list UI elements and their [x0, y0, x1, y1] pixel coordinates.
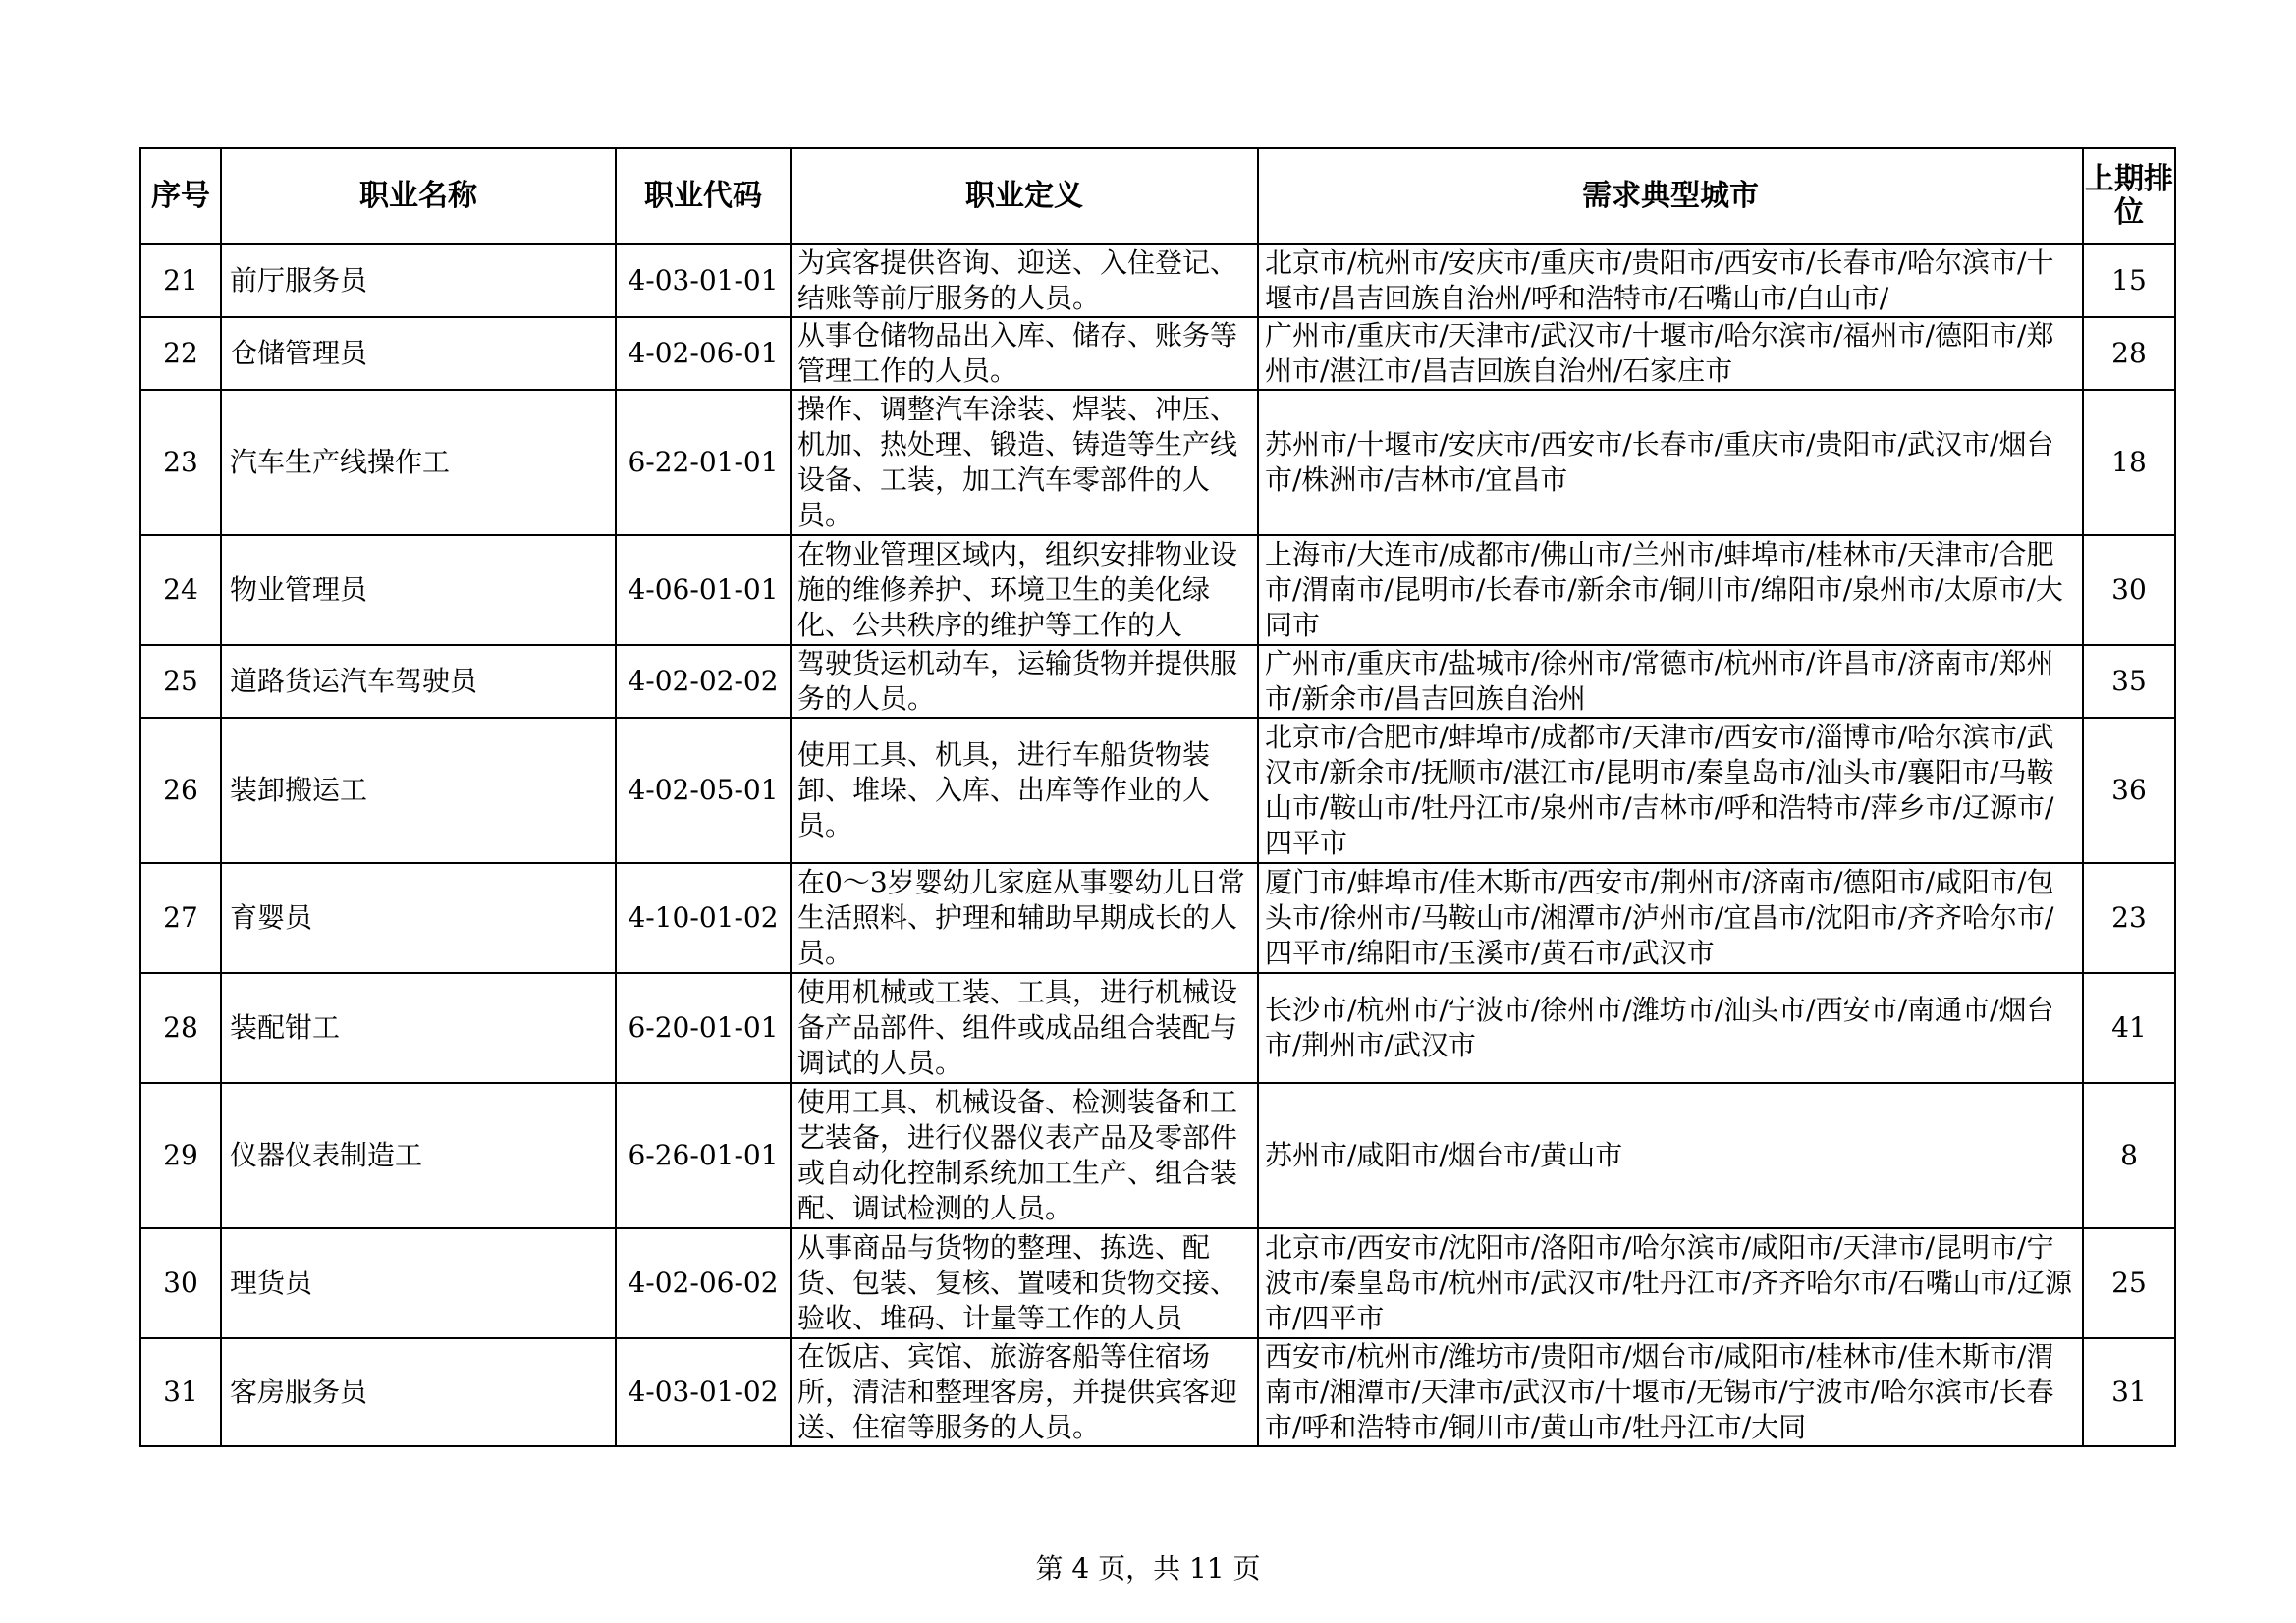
cell-code	[616, 1338, 791, 1446]
header-definition: 职业定义	[791, 148, 1258, 244]
cell-definition	[791, 535, 1258, 645]
cell-cities	[1258, 244, 2083, 317]
cell-definition-text: 驾驶货运机动车，运输货物并提供服务的人员。	[797, 647, 1238, 715]
cell-definition	[791, 1338, 1258, 1446]
cell-rank	[2083, 863, 2175, 973]
table-row	[140, 390, 2175, 535]
cell-name	[221, 1083, 616, 1228]
cell-name-text: 仓储管理员	[230, 337, 368, 369]
cell-rank	[2083, 317, 2175, 390]
cell-name-text: 前厅服务员	[230, 264, 368, 297]
cell-cities-text: 长沙市/杭州市/宁波市/徐州市/潍坊市/汕头市/西安市/南通市/烟台市/荆州市/武汉市	[1265, 994, 2054, 1061]
cell-no-text: 24	[163, 573, 198, 606]
cell-code-text: 6-26-01-01	[628, 1139, 779, 1171]
cell-cities	[1258, 718, 2083, 863]
cell-no-text: 22	[163, 337, 198, 369]
cell-code	[616, 1083, 791, 1228]
cell-definition	[791, 244, 1258, 317]
occupation-table	[139, 147, 2176, 1447]
cell-definition	[791, 390, 1258, 535]
cell-no	[140, 1083, 221, 1228]
cell-rank-text: 15	[2111, 264, 2147, 297]
cell-definition-text: 操作、调整汽车涂装、焊装、冲压、机加、热处理、锻造、铸造等生产线设备、工装，加工汽车零部件的人员。	[797, 393, 1238, 531]
cell-cities	[1258, 863, 2083, 973]
cell-rank-text: 25	[2111, 1267, 2147, 1299]
cell-definition-text: 从事商品与货物的整理、拣选、配货、包装、复核、置唛和货物交接、验收、堆码、计量等工作的人员	[797, 1231, 1238, 1334]
cell-no-text: 30	[163, 1267, 198, 1299]
cell-rank-text: 36	[2111, 774, 2147, 806]
cell-code-text: 4-03-01-01	[628, 264, 779, 297]
header-name: 职业名称	[221, 148, 616, 244]
cell-code-text: 4-10-01-02	[628, 901, 779, 934]
cell-rank	[2083, 718, 2175, 863]
cell-rank	[2083, 244, 2175, 317]
cell-no	[140, 244, 221, 317]
header-cities: 需求典型城市	[1258, 148, 2083, 244]
cell-code	[616, 244, 791, 317]
cell-name	[221, 973, 616, 1083]
cell-name-text: 装卸搬运工	[230, 774, 368, 806]
cell-definition-text: 使用工具、机械设备、检测装备和工艺装备，进行仪器仪表产品及零部件或自动化控制系统加工生产、组合装配、调试检测的人员。	[797, 1086, 1238, 1224]
cell-name	[221, 1338, 616, 1446]
cell-cities-text: 厦门市/蚌埠市/佳木斯市/西安市/荆州市/济南市/德阳市/咸阳市/包头市/徐州市/马鞍山市/湘潭市/泸州市/宜昌市/沈阳市/齐齐哈尔市/四平市/绵阳市/玉溪市/黄石市/武汉市	[1265, 866, 2054, 969]
cell-cities-text: 北京市/杭州市/安庆市/重庆市/贵阳市/西安市/长春市/哈尔滨市/十堰市/昌吉回族自治州/呼和浩特市/石嘴山市/白山市/	[1265, 246, 2054, 314]
cell-name-text: 物业管理员	[230, 573, 368, 606]
page-footer: 第 4 页，共 11 页	[1035, 1552, 1261, 1585]
cell-rank	[2083, 1228, 2175, 1338]
cell-cities	[1258, 973, 2083, 1083]
cell-definition	[791, 645, 1258, 718]
cell-cities	[1258, 645, 2083, 718]
cell-no-text: 29	[163, 1139, 198, 1171]
header-code: 职业代码	[616, 148, 791, 244]
cell-name	[221, 390, 616, 535]
cell-cities-text: 广州市/重庆市/天津市/武汉市/十堰市/哈尔滨市/福州市/德阳市/郑州市/湛江市/昌吉回族自治州/石家庄市	[1265, 319, 2054, 387]
cell-rank-text: 23	[2111, 901, 2147, 934]
cell-code-text: 4-06-01-01	[628, 573, 779, 606]
table-row	[140, 718, 2175, 863]
cell-no-text: 21	[163, 264, 198, 297]
cell-cities-text: 广州市/重庆市/盐城市/徐州市/常德市/杭州市/许昌市/济南市/郑州市/新余市/昌吉回族自治州	[1265, 647, 2054, 715]
cell-no	[140, 317, 221, 390]
cell-code-text: 6-20-01-01	[628, 1011, 779, 1044]
cell-code	[616, 863, 791, 973]
table-row	[140, 535, 2175, 645]
cell-name	[221, 863, 616, 973]
cell-name	[221, 718, 616, 863]
cell-definition-text: 为宾客提供咨询、迎送、入住登记、结账等前厅服务的人员。	[797, 246, 1238, 314]
cell-rank	[2083, 973, 2175, 1083]
cell-no	[140, 718, 221, 863]
table-body	[140, 244, 2175, 1446]
cell-code	[616, 535, 791, 645]
cell-no	[140, 973, 221, 1083]
cell-definition	[791, 718, 1258, 863]
cell-rank-text: 41	[2111, 1011, 2147, 1044]
table-row	[140, 317, 2175, 390]
cell-no	[140, 1338, 221, 1446]
cell-definition	[791, 863, 1258, 973]
table-row	[140, 1228, 2175, 1338]
header-no: 序号	[140, 148, 221, 244]
cell-definition	[791, 1083, 1258, 1228]
cell-cities-text: 西安市/杭州市/潍坊市/贵阳市/烟台市/咸阳市/桂林市/佳木斯市/渭南市/湘潭市/天津市/武汉市/十堰市/无锡市/宁波市/哈尔滨市/长春市/呼和浩特市/铜川市/黄山市/牡丹江市/大同	[1265, 1340, 2054, 1443]
cell-no	[140, 863, 221, 973]
cell-code-text: 4-03-01-02	[628, 1376, 779, 1408]
cell-no	[140, 390, 221, 535]
cell-code	[616, 390, 791, 535]
cell-rank	[2083, 1083, 2175, 1228]
cell-name-text: 理货员	[230, 1267, 313, 1299]
cell-rank	[2083, 1338, 2175, 1446]
cell-code	[616, 1228, 791, 1338]
cell-cities-text: 上海市/大连市/成都市/佛山市/兰州市/蚌埠市/桂林市/天津市/合肥市/渭南市/昆明市/长春市/新余市/铜川市/绵阳市/泉州市/太原市/大同市	[1265, 538, 2063, 641]
header-rank: 上期排位	[2083, 148, 2175, 244]
cell-no-text: 28	[163, 1011, 198, 1044]
cell-rank-text: 18	[2111, 446, 2147, 478]
cell-cities	[1258, 1338, 2083, 1446]
cell-definition	[791, 317, 1258, 390]
cell-name-text: 装配钳工	[230, 1011, 341, 1044]
table-row	[140, 645, 2175, 718]
cell-cities	[1258, 317, 2083, 390]
cell-definition-text: 使用工具、机具，进行车船货物装卸、堆垛、入库、出库等作业的人员。	[797, 738, 1211, 841]
table-row	[140, 973, 2175, 1083]
cell-name	[221, 1228, 616, 1338]
cell-code	[616, 718, 791, 863]
table-row	[140, 1083, 2175, 1228]
cell-no	[140, 535, 221, 645]
cell-name-text: 道路货运汽车驾驶员	[230, 665, 478, 697]
cell-no-text: 27	[163, 901, 198, 934]
cell-code-text: 6-22-01-01	[628, 446, 779, 478]
cell-rank	[2083, 645, 2175, 718]
cell-cities-text: 北京市/合肥市/蚌埠市/成都市/天津市/西安市/淄博市/哈尔滨市/武汉市/新余市/抚顺市/湛江市/昆明市/秦皇岛市/汕头市/襄阳市/马鞍山市/鞍山市/牡丹江市/泉州市/吉林市/呼和浩特市/萍乡市/辽源市/四平市	[1265, 721, 2054, 859]
cell-no-text: 31	[163, 1376, 198, 1408]
cell-code	[616, 973, 791, 1083]
table-row	[140, 1338, 2175, 1446]
cell-code-text: 4-02-06-02	[628, 1267, 779, 1299]
cell-definition-text: 从事仓储物品出入库、储存、账务等管理工作的人员。	[797, 319, 1238, 387]
cell-definition	[791, 973, 1258, 1083]
cell-cities	[1258, 1083, 2083, 1228]
cell-code	[616, 645, 791, 718]
cell-no-text: 25	[163, 665, 198, 697]
cell-rank-text: 8	[2120, 1139, 2138, 1171]
cell-rank-text: 28	[2111, 337, 2147, 369]
cell-definition-text: 使用机械或工装、工具，进行机械设备产品部件、组件或成品组合装配与调试的人员。	[797, 976, 1238, 1079]
cell-no	[140, 645, 221, 718]
cell-name	[221, 244, 616, 317]
cell-no	[140, 1228, 221, 1338]
cell-no-text: 26	[163, 774, 198, 806]
header-row	[140, 148, 2175, 244]
cell-code-text: 4-02-05-01	[628, 774, 779, 806]
cell-cities	[1258, 390, 2083, 535]
cell-rank	[2083, 535, 2175, 645]
cell-name-text: 客房服务员	[230, 1376, 368, 1408]
cell-code	[616, 317, 791, 390]
cell-name-text: 汽车生产线操作工	[230, 446, 451, 478]
cell-name	[221, 645, 616, 718]
cell-rank-text: 35	[2111, 665, 2147, 697]
cell-rank-text: 30	[2111, 573, 2147, 606]
cell-rank	[2083, 390, 2175, 535]
cell-name	[221, 317, 616, 390]
table-row	[140, 863, 2175, 973]
cell-definition-text: 在饭店、宾馆、旅游客船等住宿场所，清洁和整理客房，并提供宾客迎送、住宿等服务的人员。	[797, 1340, 1238, 1443]
cell-rank-text: 31	[2111, 1376, 2147, 1408]
cell-cities-text: 北京市/西安市/沈阳市/洛阳市/哈尔滨市/咸阳市/天津市/昆明市/宁波市/秦皇岛市/杭州市/武汉市/牡丹江市/齐齐哈尔市/石嘴山市/辽源市/四平市	[1265, 1231, 2073, 1334]
cell-no-text: 23	[163, 446, 198, 478]
cell-cities	[1258, 1228, 2083, 1338]
cell-cities	[1258, 535, 2083, 645]
cell-definition-text: 在0～3岁婴幼儿家庭从事婴幼儿日常生活照料、护理和辅助早期成长的人员。	[797, 866, 1245, 969]
cell-name	[221, 535, 616, 645]
cell-name-text: 仪器仪表制造工	[230, 1139, 423, 1171]
cell-name-text: 育婴员	[230, 901, 313, 934]
cell-code-text: 4-02-06-01	[628, 337, 779, 369]
table-row	[140, 244, 2175, 317]
cell-definition	[791, 1228, 1258, 1338]
cell-cities-text: 苏州市/咸阳市/烟台市/黄山市	[1265, 1139, 1623, 1171]
cell-definition-text: 在物业管理区域内，组织安排物业设施的维修养护、环境卫生的美化绿化、公共秩序的维护等工作的人	[797, 538, 1238, 641]
cell-cities-text: 苏州市/十堰市/安庆市/西安市/长春市/重庆市/贵阳市/武汉市/烟台市/株洲市/吉林市/宜昌市	[1265, 428, 2054, 496]
cell-code-text: 4-02-02-02	[628, 665, 779, 697]
